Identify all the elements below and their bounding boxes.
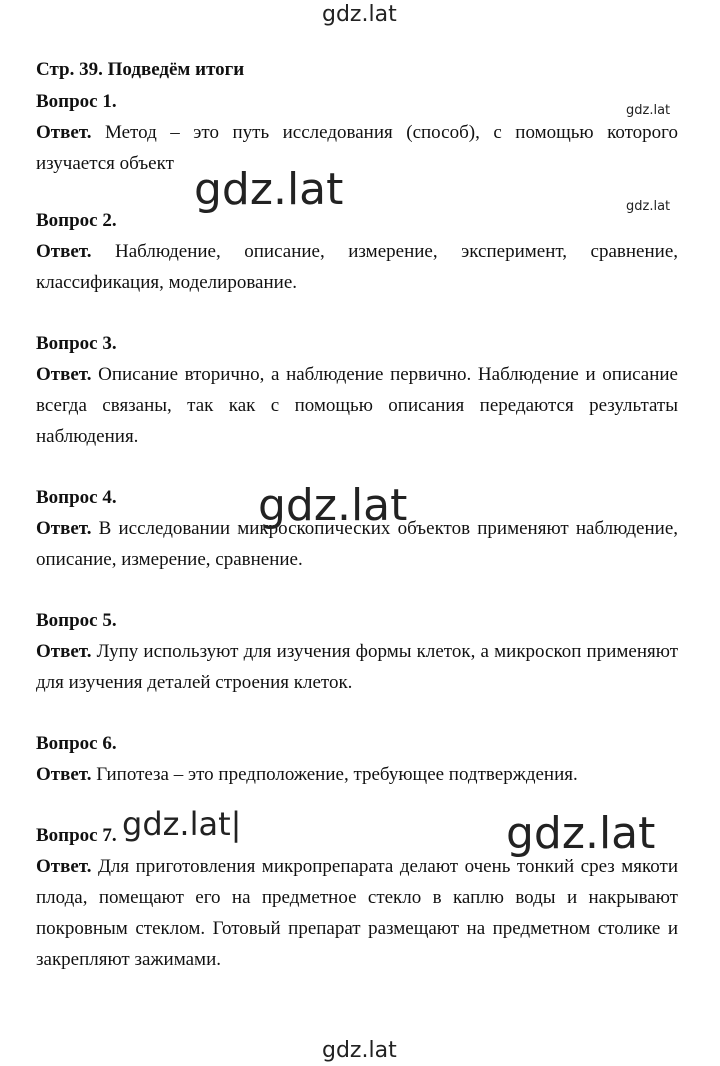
answer-body: Гипотеза – это предположение, требующее подтверждения. <box>96 764 578 785</box>
answer-body: Лупу используют для изучения формы клеток, а микроскоп применяют для изучения деталей строения клеток. <box>36 641 679 693</box>
question-title: Вопрос 5. <box>36 610 117 631</box>
question-6 <box>36 728 678 790</box>
answer-body: Метод – это путь исследования (способ), с помощью которого изучается объект <box>36 122 679 174</box>
question-title: Вопрос 2. <box>36 210 117 231</box>
question-1 <box>36 86 678 179</box>
answer-text <box>36 359 678 452</box>
question-5 <box>36 605 678 698</box>
question-3 <box>36 328 678 452</box>
answer-label: Ответ. <box>36 364 92 385</box>
answer-text <box>36 636 678 698</box>
page-heading: Стр. 39. Подведём итоги <box>36 59 245 80</box>
watermark-small: gdz.lat <box>626 103 671 118</box>
watermark-large: gdz.lat <box>194 164 344 215</box>
question-title: Вопрос 4. <box>36 487 117 508</box>
watermark-small: gdz.lat <box>626 199 671 214</box>
answer-body: Наблюдение, описание, измерение, эксперимент, сравнение, классификация, моделирование. <box>36 241 679 293</box>
answer-body: В исследовании микроскопических объектов применяют наблюдение, описание, измерение, сравнение. <box>36 518 679 570</box>
question-title: Вопрос 1. <box>36 91 117 112</box>
question-title: Вопрос 6. <box>36 733 117 754</box>
watermark-bottom: gdz.lat <box>322 1038 397 1063</box>
question-2 <box>36 205 678 298</box>
answer-text <box>36 117 678 179</box>
answer-text <box>36 759 678 790</box>
answer-body: Для приготовления микропрепарата делают очень тонкий срез мякоти плода, помещают его на предметное стекло в каплю воды и накрывают покровным стеклом. Готовый препарат размещают на предметном столике и закрепляют зажимами. <box>36 856 679 970</box>
answer-label: Ответ. <box>36 641 92 662</box>
watermark-large: gdz.lat <box>258 480 408 531</box>
question-title: Вопрос 7. <box>36 825 117 846</box>
answer-text <box>36 236 678 298</box>
answer-label: Ответ. <box>36 241 92 262</box>
watermark-large: gdz.lat <box>506 808 656 859</box>
answer-label: Ответ. <box>36 764 92 785</box>
answer-text <box>36 851 678 975</box>
watermark-medium: gdz.lat| <box>122 805 242 843</box>
answer-body: Описание вторично, а наблюдение первично. Наблюдение и описание всегда связаны, так как с помощью описания передаются результаты наблюдения. <box>36 364 678 447</box>
answer-label: Ответ. <box>36 122 92 143</box>
watermark-top: gdz.lat <box>322 2 397 27</box>
answer-label: Ответ. <box>36 856 92 877</box>
question-title: Вопрос 3. <box>36 333 117 354</box>
answer-label: Ответ. <box>36 518 92 539</box>
